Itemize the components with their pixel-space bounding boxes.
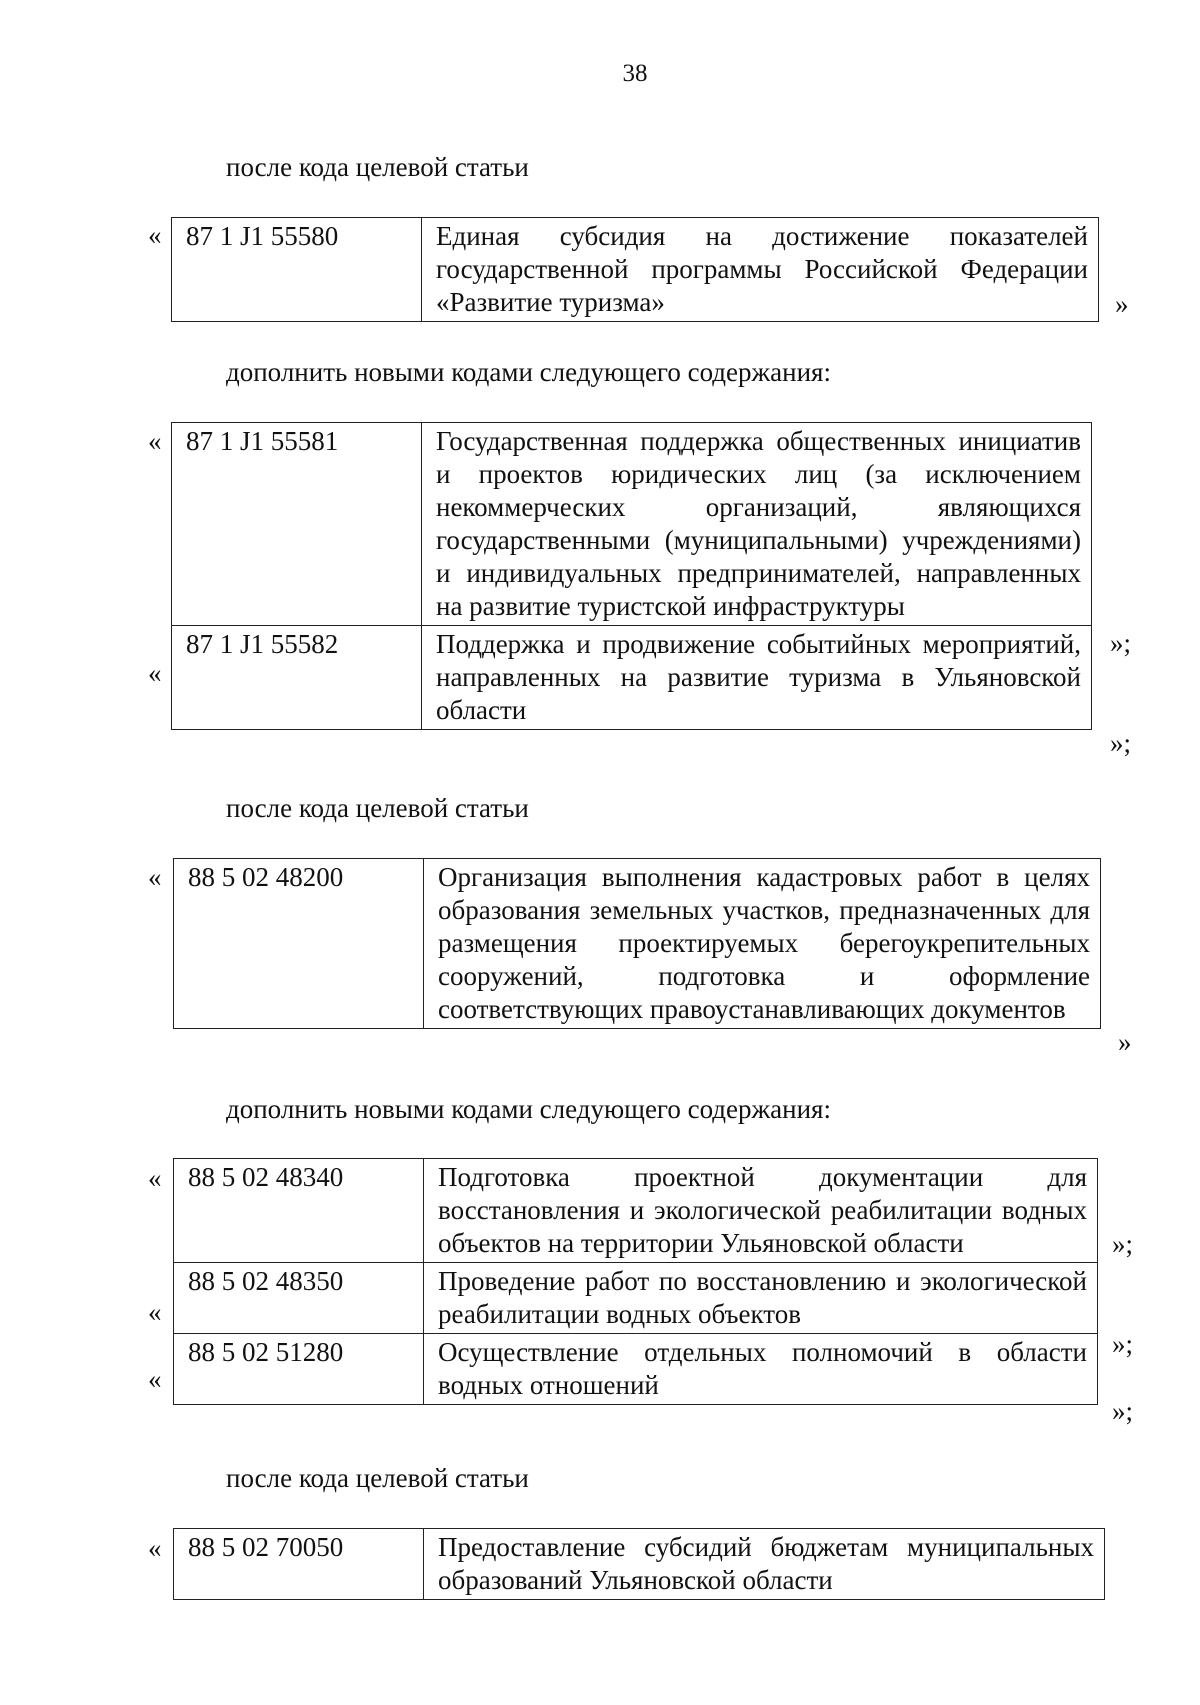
code-cell: 87 1 J1 55580 <box>172 218 422 322</box>
page-number: 38 <box>622 60 648 87</box>
opening-quote: « <box>148 862 162 892</box>
description-cell: Организация выполнения кадастровых работ в целях образования земельных участков, предназначенных для размещения проектируемых берегоукрепительных сооружений, подготовка и оформление соответствующих правоустанавливающих документов <box>424 859 1101 1029</box>
table-row <box>174 1529 1105 1600</box>
opening-quote: « <box>148 426 162 456</box>
table-row <box>172 218 1099 322</box>
table-row <box>174 859 1101 1029</box>
section-intro-text: после кода целевой статьи <box>226 793 529 823</box>
section-intro-text: дополнить новыми кодами следующего содержания: <box>226 1094 831 1124</box>
description-cell: Осуществление отдельных полномочий в области водных отношений <box>424 1334 1098 1405</box>
table-row <box>174 1263 1098 1334</box>
closing-quote: »; <box>1112 1396 1134 1426</box>
code-table <box>171 217 1099 322</box>
code-cell: 88 5 02 70050 <box>174 1529 424 1600</box>
opening-quote: « <box>148 1297 162 1327</box>
closing-quote: » <box>1115 289 1129 319</box>
description-cell: Предоставление субсидий бюджетам муниципальных образований Ульяновской области <box>424 1529 1105 1600</box>
opening-quote: « <box>148 658 162 688</box>
code-cell: 87 1 J1 55582 <box>172 626 422 730</box>
opening-quote: « <box>148 1533 162 1563</box>
opening-quote: « <box>148 1163 162 1193</box>
description-cell: Подготовка проектной документации для восстановления и экологической реабилитации водных объектов на территории Ульяновской области <box>424 1159 1098 1263</box>
description-cell: Государственная поддержка общественных инициатив и проектов юридических лиц (за исключением некоммерческих организаций, являющихся государственными (муниципальными) учреждениями) и индивидуальных предпринимателей, направленных на развитие туристской инфраструктуры <box>422 423 1092 626</box>
description-cell: Проведение работ по восстановлению и экологической реабилитации водных объектов <box>424 1263 1098 1334</box>
code-cell: 88 5 02 48340 <box>174 1159 424 1263</box>
section-intro-text: после кода целевой статьи <box>226 152 529 182</box>
closing-quote: » <box>1118 1027 1132 1057</box>
closing-quote: »; <box>1110 728 1132 758</box>
code-cell: 87 1 J1 55581 <box>172 423 422 626</box>
code-cell: 88 5 02 48350 <box>174 1263 424 1334</box>
description-cell: Единая субсидия на достижение показателей государственной программы Российской Федерации «Развитие туризма» <box>422 218 1099 322</box>
code-table <box>171 422 1092 730</box>
section-intro-text: дополнить новыми кодами следующего содержания: <box>226 357 831 387</box>
code-table <box>173 858 1101 1029</box>
closing-quote: »; <box>1112 1329 1134 1359</box>
code-cell: 88 5 02 51280 <box>174 1334 424 1405</box>
opening-quote: « <box>148 220 162 250</box>
section-intro-text: после кода целевой статьи <box>226 1463 529 1493</box>
code-table <box>173 1528 1105 1600</box>
table-row <box>172 626 1092 730</box>
table-row <box>174 1334 1098 1405</box>
description-cell: Поддержка и продвижение событийных мероприятий, направленных на развитие туризма в Ульяновской области <box>422 626 1092 730</box>
table-row <box>174 1159 1098 1263</box>
table-row <box>172 423 1092 626</box>
opening-quote: « <box>148 1364 162 1394</box>
code-cell: 88 5 02 48200 <box>174 859 424 1029</box>
closing-quote: »; <box>1112 1229 1134 1259</box>
code-table <box>173 1158 1098 1405</box>
closing-quote: »; <box>1110 628 1132 658</box>
